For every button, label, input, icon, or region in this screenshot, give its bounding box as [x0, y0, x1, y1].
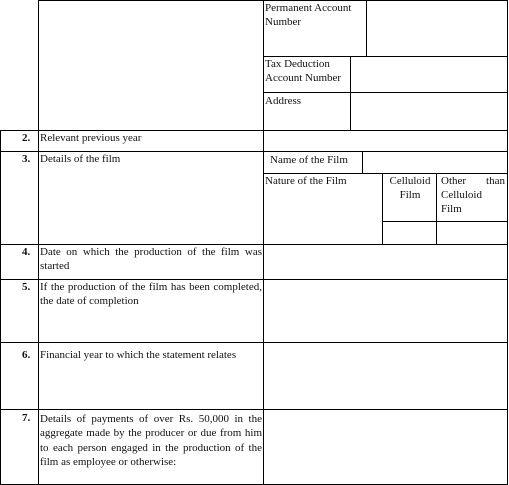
tan-bottom [263, 92, 508, 93]
address-label: Address [265, 95, 302, 107]
celluloid-film-label: Celluloid Film [389, 175, 431, 201]
row-label-date-completed: If the production of the film has been completed, the date of completion [40, 281, 262, 307]
row-label-relevant-previous-year: Relevant previous year [40, 132, 142, 144]
border-mid [263, 0, 264, 485]
row-number-7: 7. [22, 412, 31, 424]
tan-divider [350, 56, 351, 92]
row-label-financial-year: Financial year to which the statement relates [40, 349, 237, 361]
pan-label: Permanent Account Number [265, 2, 352, 28]
addr-divider [350, 92, 351, 130]
row2-bottom [0, 151, 508, 152]
pan-divider [366, 0, 367, 56]
row1-bottom [0, 130, 508, 131]
row-number-5: 5. [22, 281, 31, 293]
row-label-payment-details: Details of payments of over Rs. 50,000 in the aggregate made by the producer or due from him to each person engaged in the production of the film as employee or otherwise: [40, 413, 262, 468]
border-num-col [0, 130, 1, 485]
row-label-details-of-film: Details of the film [40, 153, 121, 165]
border-right [507, 0, 508, 485]
film-type-bottom [382, 221, 508, 222]
film-col-b [436, 173, 437, 244]
row-label-date-started: Date on which the production of the film was started [40, 246, 262, 272]
border-left [38, 0, 39, 485]
row-number-3: 3. [22, 153, 31, 165]
film-name-label: Name of the Film [270, 154, 348, 166]
film-name-divider [362, 151, 363, 173]
row4-bottom [0, 279, 508, 280]
row-number-4: 4. [22, 246, 31, 258]
row6-bottom [0, 409, 508, 410]
row3-bottom [0, 244, 508, 245]
film-col-a [382, 173, 383, 244]
other-than-celluloid-label: Other than Celluloid Film [441, 175, 505, 215]
row-number-2: 2. [22, 132, 31, 144]
row-number-6: 6. [22, 349, 31, 361]
row5-bottom [0, 342, 508, 343]
tan-label: Tax Deduction Account Number [265, 58, 342, 84]
film-nature-label: Nature of the Film [265, 175, 347, 187]
